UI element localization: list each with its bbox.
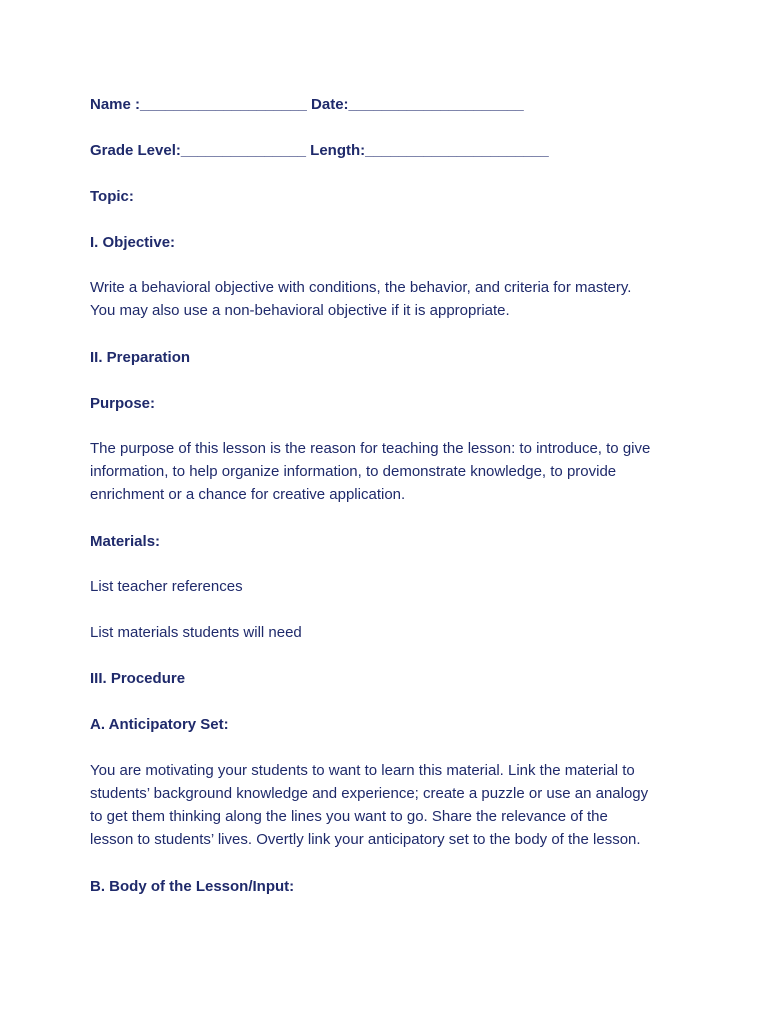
grade-length-line: Grade Level:_______________ Length:______________________ — [90, 142, 549, 159]
name-date-line: Name :____________________ Date:_____________________ — [90, 96, 524, 113]
purpose-line: information, to help organize information, to demonstrate knowledge, to provide — [90, 463, 617, 480]
topic-label: Topic: — [90, 188, 134, 205]
objective-line: You may also use a non-behavioral objective if it is appropriate. — [90, 302, 510, 319]
materials-item-student-materials: List materials students will need — [90, 624, 302, 641]
purpose-line: The purpose of this lesson is the reason for teaching the lesson: to introduce, to give — [90, 440, 651, 457]
materials-heading: Materials: — [90, 533, 161, 550]
anticipatory-set-paragraph — [90, 759, 690, 851]
anticipatory-line: lesson to students’ lives. Overtly link your anticipatory set to the body of the lesson. — [90, 831, 641, 848]
objective-paragraph — [90, 276, 690, 322]
preparation-heading: II. Preparation — [90, 349, 191, 366]
anticipatory-line: You are motivating your students to want to learn this material. Link the material to — [90, 762, 635, 779]
body-of-lesson-heading: B. Body of the Lesson/Input: — [90, 878, 295, 895]
anticipatory-line: students’ background knowledge and experience; create a puzzle or use an analogy — [90, 785, 649, 802]
anticipatory-line: to get them thinking along the lines you want to go. Share the relevance of the — [90, 808, 608, 825]
procedure-heading: III. Procedure — [90, 670, 186, 687]
purpose-line: enrichment or a chance for creative application. — [90, 486, 406, 503]
purpose-paragraph — [90, 437, 690, 506]
materials-item-teacher-references: List teacher references — [90, 578, 243, 595]
objective-heading: I. Objective: — [90, 234, 176, 251]
purpose-heading: Purpose: — [90, 395, 156, 412]
objective-line: Write a behavioral objective with conditions, the behavior, and criteria for mastery. — [90, 279, 632, 296]
anticipatory-set-heading: A. Anticipatory Set: — [90, 716, 229, 733]
